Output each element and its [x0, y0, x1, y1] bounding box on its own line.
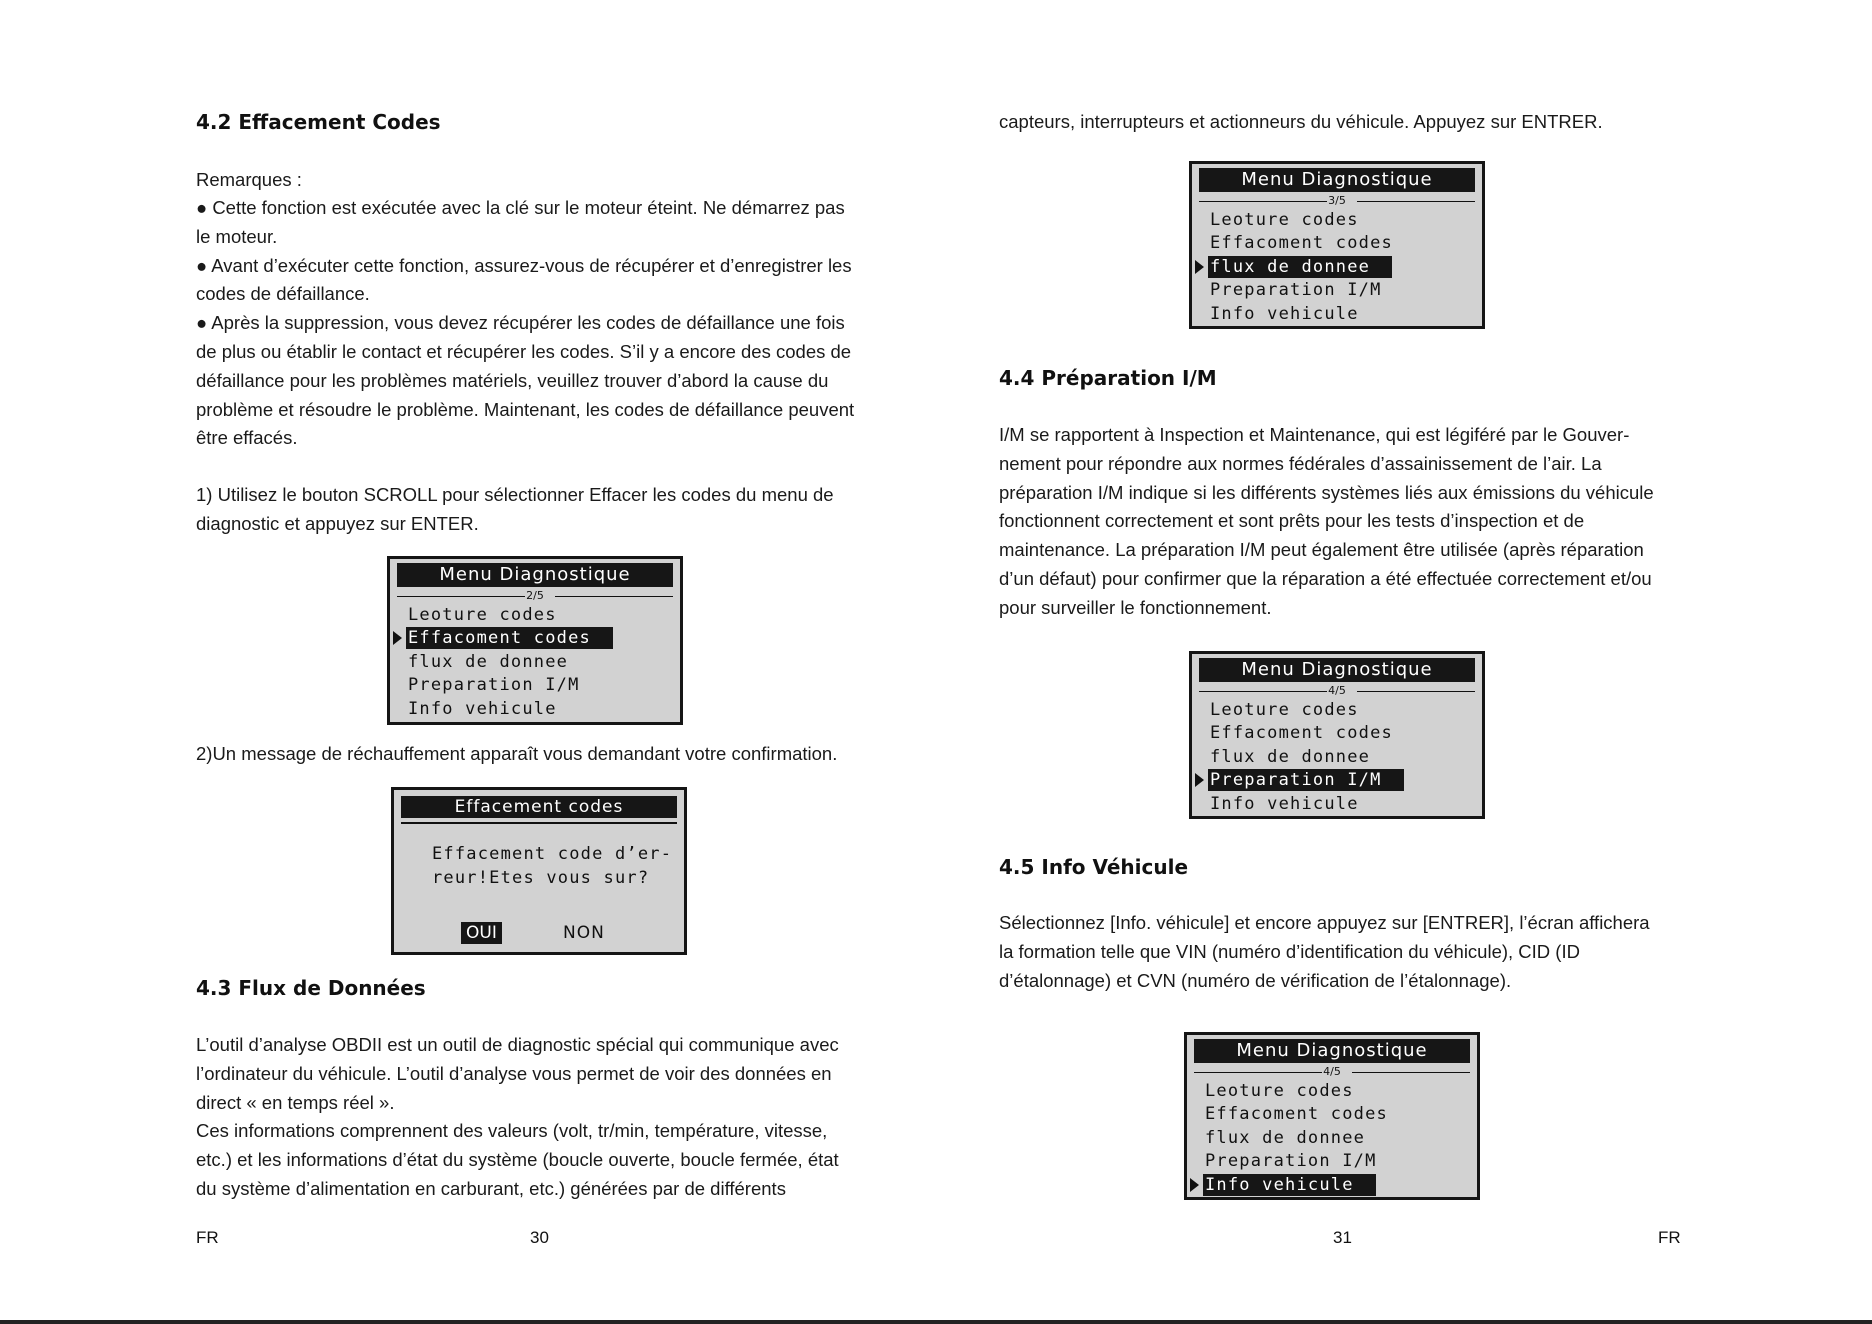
text-line: I/M se rapportent à Inspection et Maintenance, qui est légiféré par le Gouver-	[999, 424, 1630, 445]
lcd-rule	[401, 822, 677, 824]
text-line: codes de défaillance.	[196, 283, 370, 305]
lcd-menu-item: Effacoment codes	[1205, 1104, 1388, 1124]
text-line: être effacés.	[196, 427, 298, 449]
lcd-menu-item: Preparation I/M	[408, 675, 580, 695]
step-2-text: 2)Un message de réchauffement apparaît vous demandant votre confirmation.	[196, 743, 838, 764]
lcd-menu-diagnostique-screen	[1189, 651, 1485, 819]
lcd-page-number: 2/5	[526, 589, 544, 602]
text-line: l’ordinateur du véhicule. L’outil d’analyse vous permet de voir des données en	[196, 1062, 832, 1084]
confirm-message-line: Effacement code d’er-	[432, 844, 673, 864]
lcd-title: Menu Diagnostique	[1194, 1039, 1470, 1063]
text-line: L’outil d’analyse OBDII est un outil de diagnostic spécial qui communique avec	[196, 1034, 839, 1055]
lcd-menu-item: flux de donnee	[1210, 747, 1371, 767]
section-4-3-heading: 4.3 Flux de Données	[196, 976, 426, 1000]
footer-page-number-left: 30	[530, 1228, 549, 1247]
lcd-menu-item: Info vehicule	[1203, 1174, 1376, 1196]
footer-lang-left: FR	[196, 1228, 219, 1247]
continued-text: capteurs, interrupteurs et actionneurs du véhicule. Appuyez sur ENTRER.	[999, 111, 1603, 132]
text-line: nement pour répondre aux normes fédérales d’assainissement de l’air. La	[999, 452, 1602, 474]
lcd-page-number: 4/5	[1328, 684, 1346, 697]
text-line: pour surveiller le fonctionnement.	[999, 596, 1272, 618]
lcd-menu-item: Effacoment codes	[1210, 723, 1393, 743]
text-line: 1) Utilisez le bouton SCROLL pour sélectionner Effacer les codes du menu de	[196, 484, 834, 505]
remarks-text	[196, 194, 854, 453]
text-line: ● Avant d’exécuter cette fonction, assurez-vous de récupérer et d’enregistrer les	[196, 254, 852, 276]
selection-arrow-icon	[1195, 260, 1204, 274]
lcd-menu-diagnostique-screen	[387, 556, 683, 725]
lcd-menu-item: Effacoment codes	[406, 627, 613, 649]
section-4-4-heading: 4.4 Préparation I/M	[999, 366, 1217, 390]
lcd-title: Menu Diagnostique	[1199, 658, 1475, 682]
text-line: défaillance pour les problèmes matériels, veuillez trouver d’abord la cause du	[196, 369, 829, 391]
lcd-title: Menu Diagnostique	[397, 563, 673, 587]
lcd-menu-item: Preparation I/M	[1210, 280, 1382, 300]
lcd-no-option: NON	[563, 923, 605, 943]
lcd-rule	[1357, 201, 1475, 202]
section-4-5-text	[999, 909, 1650, 995]
remarks-label: Remarques :	[196, 169, 302, 190]
text-line: ● Cette fonction est exécutée avec la clé sur le moteur éteint. Ne démarrez pas	[196, 197, 845, 218]
lcd-menu-item: Preparation I/M	[1208, 769, 1404, 791]
text-line: maintenance. La préparation I/M peut également être utilisée (après réparation	[999, 539, 1644, 561]
lcd-menu-item: Info vehicule	[1210, 794, 1359, 814]
text-line: du système d’alimentation en carburant, etc.) générées par de différents	[196, 1177, 786, 1199]
text-line: d’étalonnage) et CVN (numéro de vérification de l’étalonnage).	[999, 969, 1512, 991]
lcd-menu-diagnostique-screen	[1184, 1032, 1480, 1200]
footer-page-number-right: 31	[1333, 1228, 1352, 1247]
lcd-rule	[1352, 1072, 1470, 1073]
selection-arrow-icon	[393, 631, 402, 645]
lcd-menu-item: Leoture codes	[1205, 1081, 1354, 1101]
lcd-menu-item: Leoture codes	[1210, 210, 1359, 230]
selection-arrow-icon	[1190, 1178, 1199, 1192]
lcd-page-indicator	[1199, 195, 1475, 207]
footer-lang-right: FR	[1658, 1228, 1681, 1247]
lcd-menu-item: Preparation I/M	[1205, 1151, 1377, 1171]
lcd-rule	[555, 596, 673, 597]
section-4-5-heading: 4.5 Info Véhicule	[999, 855, 1189, 879]
text-line: problème et résoudre le problème. Maintenant, les codes de défaillance peuvent	[196, 398, 855, 420]
lcd-menu-diagnostique-screen	[1189, 161, 1485, 329]
text-line: le moteur.	[196, 225, 278, 247]
lcd-title: Menu Diagnostique	[1199, 168, 1475, 192]
text-line: de plus ou établir le contact et récupérer les codes. S’il y a encore des codes de	[196, 340, 852, 362]
text-line: fonctionnent correctement et sont prêts pour les tests d’inspection et de	[999, 510, 1585, 532]
lcd-yes-option: OUI	[461, 922, 502, 944]
lcd-menu-item: flux de donnee	[408, 652, 569, 672]
text-line: Ces informations comprennent des valeurs (volt, tr/min, température, vitesse,	[196, 1120, 828, 1142]
confirm-message-line: reur!Etes vous sur?	[432, 868, 650, 888]
selection-arrow-icon	[1195, 773, 1204, 787]
lcd-page-indicator	[397, 590, 673, 602]
text-line: etc.) et les informations d’état du système (boucle ouverte, boucle fermée, état	[196, 1149, 839, 1171]
section-4-4-text	[999, 421, 1654, 623]
lcd-menu-item: Effacoment codes	[1210, 233, 1393, 253]
lcd-menu-item: Leoture codes	[408, 605, 557, 625]
section-4-3-text	[196, 1031, 839, 1204]
lcd-page-number: 4/5	[1323, 1065, 1341, 1078]
text-line: ● Après la suppression, vous devez récupérer les codes de défaillance une fois	[196, 312, 845, 334]
lcd-page-number: 3/5	[1328, 194, 1346, 207]
lcd-menu-item: flux de donnee	[1205, 1128, 1366, 1148]
text-line: Sélectionnez [Info. véhicule] et encore appuyez sur [ENTRER], l’écran affichera	[999, 912, 1650, 933]
text-line: préparation I/M indique si les différents systèmes liés aux émissions du véhicule	[999, 481, 1654, 503]
section-4-2-heading: 4.2 Effacement Codes	[196, 110, 441, 134]
text-line: la formation telle que VIN (numéro d’identification du véhicule), CID (ID	[999, 940, 1580, 962]
page-bottom-edge	[0, 1320, 1872, 1324]
lcd-page-indicator	[1199, 685, 1475, 697]
text-line: d’un défaut) pour confirmer que la réparation a été effectuée correctement et/ou	[999, 567, 1652, 589]
step-1-text	[196, 481, 834, 539]
lcd-confirm-screen	[391, 787, 687, 955]
lcd-menu-item: Info vehicule	[408, 699, 557, 719]
lcd-menu-item: flux de donnee	[1208, 256, 1392, 278]
text-line: diagnostic et appuyez sur ENTER.	[196, 512, 479, 534]
lcd-menu-item: Leoture codes	[1210, 700, 1359, 720]
text-line: direct « en temps réel ».	[196, 1091, 395, 1113]
lcd-page-indicator	[1194, 1066, 1470, 1078]
lcd-menu-item: Info vehicule	[1210, 304, 1359, 324]
lcd-title: Effacement codes	[401, 796, 677, 818]
lcd-rule	[1357, 691, 1475, 692]
